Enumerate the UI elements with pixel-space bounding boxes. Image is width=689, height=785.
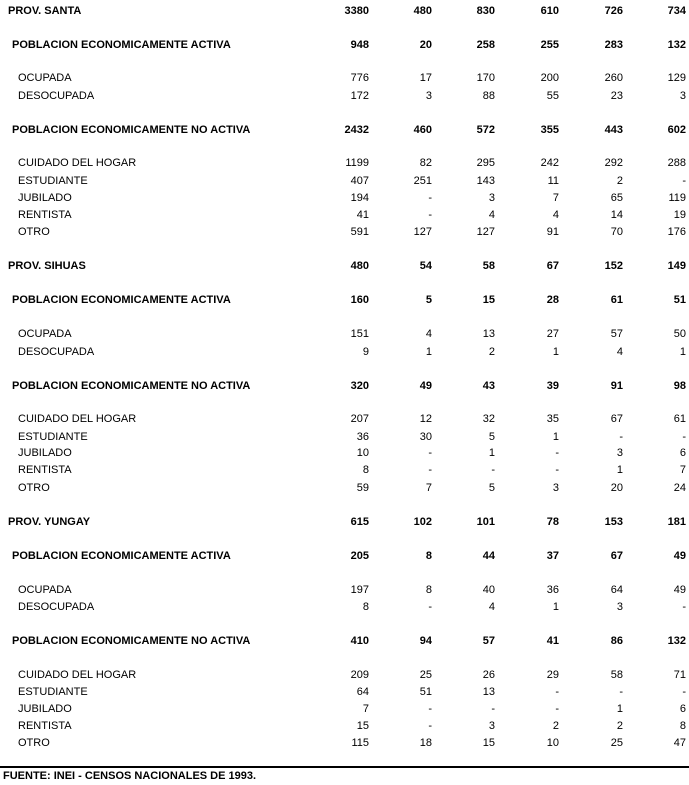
cell-value: 7 (552, 192, 559, 204)
row-label: PROV. SANTA (8, 5, 82, 17)
cell-value: 410 (350, 635, 369, 647)
table-row (0, 668, 689, 682)
cell-value: 129 (667, 72, 686, 84)
cell-value: 19 (673, 209, 686, 221)
row-label: PROV. YUNGAY (8, 516, 91, 528)
table-row (0, 225, 689, 239)
row-label: CUIDADO DEL HOGAR (18, 157, 137, 169)
row-label: PROV. SIHUAS (8, 260, 86, 272)
cell-value: 143 (476, 175, 495, 187)
cell-value: 292 (604, 157, 623, 169)
cell-value: 40 (482, 584, 495, 596)
cell-value: 59 (356, 482, 369, 494)
cell-value: 2 (488, 346, 495, 358)
row-label: OTRO (18, 226, 50, 238)
cell-value: 67 (546, 260, 559, 272)
cell-value: 830 (476, 5, 495, 17)
cell-value: 14 (610, 209, 623, 221)
cell-value: 17 (419, 72, 432, 84)
cell-value: 172 (350, 90, 369, 102)
cell-value: - (682, 431, 686, 443)
table-row (0, 156, 689, 170)
cell-value: 1 (679, 346, 686, 358)
cell-value: 283 (604, 39, 623, 51)
cell-value: 49 (419, 380, 432, 392)
cell-value: 29 (546, 669, 559, 681)
cell-value: 8 (679, 720, 686, 732)
cell-value: 194 (350, 192, 369, 204)
table-row (0, 430, 689, 444)
cell-value: 47 (673, 737, 686, 749)
cell-value: 65 (610, 192, 623, 204)
cell-value: 251 (413, 175, 432, 187)
cell-value: 176 (667, 226, 686, 238)
cell-value: 572 (476, 124, 495, 136)
cell-value: - (491, 703, 495, 715)
cell-value: 91 (546, 226, 559, 238)
cell-value: 1 (552, 601, 559, 613)
cell-value: 5 (488, 431, 495, 443)
cell-value: - (428, 447, 432, 459)
cell-value: 7 (362, 703, 369, 715)
table-row (0, 412, 689, 426)
cell-value: 13 (482, 686, 495, 698)
cell-value: 3 (552, 482, 559, 494)
cell-value: 57 (482, 635, 495, 647)
cell-value: 67 (610, 413, 623, 425)
cell-value: 260 (604, 72, 623, 84)
cell-value: 160 (350, 294, 369, 306)
cell-value: 5 (425, 294, 432, 306)
cell-value: 44 (482, 550, 495, 562)
footer-rule (0, 766, 689, 768)
cell-value: 61 (673, 413, 686, 425)
cell-value: 20 (419, 39, 432, 51)
cell-value: 50 (673, 328, 686, 340)
row-label: RENTISTA (18, 209, 72, 221)
province-row (0, 259, 689, 273)
cell-value: 200 (540, 72, 559, 84)
cell-value: 35 (546, 413, 559, 425)
cell-value: 2 (616, 720, 623, 732)
cell-value: 152 (604, 260, 623, 272)
row-label: DESOCUPADA (18, 90, 95, 102)
table-row (0, 89, 689, 103)
row-label: RENTISTA (18, 464, 72, 476)
cell-value: 101 (476, 516, 495, 528)
cell-value: 5 (488, 482, 495, 494)
cell-value: 115 (351, 737, 369, 749)
cell-value: 355 (540, 124, 559, 136)
cell-value: 57 (610, 328, 623, 340)
cell-value: 132 (667, 39, 686, 51)
cell-value: - (428, 464, 432, 476)
cell-value: 3 (616, 447, 623, 459)
row-label: OCUPADA (18, 584, 72, 596)
table-row (0, 71, 689, 85)
cell-value: 602 (667, 124, 686, 136)
cell-value: 27 (546, 328, 559, 340)
cell-value: 37 (546, 550, 559, 562)
cell-value: 948 (350, 39, 369, 51)
cell-value: - (619, 686, 623, 698)
row-label: JUBILADO (18, 447, 72, 459)
cell-value: - (555, 447, 559, 459)
table-row (0, 191, 689, 205)
row-label: OCUPADA (18, 72, 72, 84)
cell-value: 91 (610, 380, 623, 392)
cell-value: - (555, 703, 559, 715)
cell-value: 288 (667, 157, 686, 169)
cell-value: 55 (546, 90, 559, 102)
table-row (0, 327, 689, 341)
cell-value: 460 (413, 124, 432, 136)
category-row (0, 549, 689, 563)
cell-value: 54 (419, 260, 432, 272)
category-row (0, 379, 689, 393)
row-label: CUIDADO DEL HOGAR (18, 413, 137, 425)
cell-value: 78 (546, 516, 559, 528)
cell-value: 4 (425, 328, 432, 340)
cell-value: 2 (616, 175, 623, 187)
cell-value: 51 (673, 294, 686, 306)
cell-value: 15 (356, 720, 369, 732)
cell-value: 3 (488, 720, 495, 732)
cell-value: 49 (673, 550, 686, 562)
cell-value: 64 (610, 584, 623, 596)
cell-value: 407 (350, 175, 369, 187)
row-label: OTRO (18, 737, 50, 749)
cell-value: 24 (673, 482, 686, 494)
row-label: OTRO (18, 482, 50, 494)
cell-value: 64 (356, 686, 369, 698)
cell-value: - (682, 601, 686, 613)
cell-value: 15 (482, 737, 495, 749)
row-label: OCUPADA (18, 328, 72, 340)
row-label: POBLACION ECONOMICAMENTE NO ACTIVA (12, 635, 251, 647)
cell-value: 1 (616, 464, 623, 476)
row-label: POBLACION ECONOMICAMENTE ACTIVA (12, 550, 231, 562)
cell-value: 39 (546, 380, 559, 392)
cell-value: 258 (476, 39, 495, 51)
cell-value: 58 (482, 260, 495, 272)
cell-value: - (428, 720, 432, 732)
row-label: POBLACION ECONOMICAMENTE NO ACTIVA (12, 380, 251, 392)
cell-value: 15 (482, 294, 495, 306)
table-row (0, 685, 689, 699)
cell-value: 30 (419, 431, 432, 443)
cell-value: 734 (667, 5, 686, 17)
cell-value: 4 (616, 346, 623, 358)
table-row (0, 174, 689, 188)
cell-value: 25 (610, 737, 623, 749)
cell-value: 41 (356, 209, 369, 221)
cell-value: 12 (419, 413, 432, 425)
cell-value: - (555, 686, 559, 698)
cell-value: 49 (673, 584, 686, 596)
cell-value: 11 (547, 175, 559, 187)
row-label: JUBILADO (18, 192, 72, 204)
cell-value: 94 (419, 635, 432, 647)
category-row (0, 123, 689, 137)
cell-value: 1 (616, 703, 623, 715)
cell-value: 98 (673, 380, 686, 392)
row-label: DESOCUPADA (18, 601, 95, 613)
cell-value: 88 (482, 90, 495, 102)
cell-value: - (682, 686, 686, 698)
cell-value: 205 (350, 550, 369, 562)
cell-value: 32 (482, 413, 495, 425)
row-label: RENTISTA (18, 720, 72, 732)
cell-value: 51 (419, 686, 432, 698)
cell-value: 2 (552, 720, 559, 732)
cell-value: 41 (546, 635, 559, 647)
cell-value: 8 (425, 550, 432, 562)
cell-value: 3 (616, 601, 623, 613)
province-row (0, 4, 689, 18)
table-row (0, 736, 689, 750)
cell-value: - (682, 175, 686, 187)
cell-value: 170 (476, 72, 495, 84)
cell-value: 610 (540, 5, 559, 17)
cell-value: - (428, 192, 432, 204)
cell-value: 28 (546, 294, 559, 306)
cell-value: 10 (546, 737, 559, 749)
cell-value: 67 (610, 550, 623, 562)
cell-value: 480 (413, 5, 432, 17)
cell-value: 443 (604, 124, 623, 136)
cell-value: 71 (673, 669, 686, 681)
source-note: FUENTE: INEI - CENSOS NACIONALES DE 1993. (3, 770, 257, 782)
cell-value: 3 (425, 90, 432, 102)
table-row (0, 600, 689, 614)
cell-value: 7 (679, 464, 686, 476)
cell-value: 25 (419, 669, 432, 681)
table-row (0, 481, 689, 495)
cell-value: 3 (679, 90, 686, 102)
row-label: POBLACION ECONOMICAMENTE NO ACTIVA (12, 124, 251, 136)
table-row (0, 719, 689, 733)
cell-value: 1199 (345, 157, 369, 169)
category-row (0, 293, 689, 307)
table-row (0, 345, 689, 359)
cell-value: 18 (419, 737, 432, 749)
cell-value: 127 (476, 226, 495, 238)
cell-value: - (428, 601, 432, 613)
table-row (0, 583, 689, 597)
cell-value: 23 (610, 90, 623, 102)
cell-value: 480 (350, 260, 369, 272)
cell-value: 181 (667, 516, 686, 528)
cell-value: 61 (610, 294, 623, 306)
cell-value: 102 (413, 516, 432, 528)
cell-value: 149 (667, 260, 686, 272)
cell-value: 591 (350, 226, 369, 238)
row-label: ESTUDIANTE (18, 431, 88, 443)
category-row (0, 634, 689, 648)
cell-value: 20 (610, 482, 623, 494)
cell-value: 119 (668, 192, 686, 204)
table-row (0, 702, 689, 716)
cell-value: 132 (667, 635, 686, 647)
cell-value: 197 (350, 584, 369, 596)
cell-value: 8 (362, 601, 369, 613)
cell-value: 1 (425, 346, 432, 358)
category-row (0, 38, 689, 52)
cell-value: 615 (350, 516, 369, 528)
province-row (0, 515, 689, 529)
cell-value: - (491, 464, 495, 476)
row-label: DESOCUPADA (18, 346, 95, 358)
cell-value: - (555, 464, 559, 476)
cell-value: 70 (610, 226, 623, 238)
cell-value: 127 (413, 226, 432, 238)
cell-value: 8 (425, 584, 432, 596)
cell-value: 86 (610, 635, 623, 647)
row-label: JUBILADO (18, 703, 72, 715)
cell-value: 7 (425, 482, 432, 494)
cell-value: 4 (488, 209, 495, 221)
cell-value: 726 (604, 5, 623, 17)
row-label: ESTUDIANTE (18, 686, 88, 698)
row-label: POBLACION ECONOMICAMENTE ACTIVA (12, 294, 231, 306)
cell-value: 4 (488, 601, 495, 613)
cell-value: 209 (350, 669, 369, 681)
cell-value: 153 (604, 516, 623, 528)
cell-value: 58 (610, 669, 623, 681)
cell-value: 151 (350, 328, 369, 340)
cell-value: 36 (356, 431, 369, 443)
cell-value: 10 (356, 447, 369, 459)
table-row (0, 446, 689, 460)
cell-value: 776 (350, 72, 369, 84)
cell-value: - (428, 703, 432, 715)
cell-value: - (619, 431, 623, 443)
cell-value: 295 (476, 157, 495, 169)
cell-value: 3 (488, 192, 495, 204)
cell-value: 3380 (344, 5, 369, 17)
cell-value: 82 (419, 157, 432, 169)
cell-value: 320 (350, 380, 369, 392)
row-label: ESTUDIANTE (18, 175, 88, 187)
cell-value: 1 (552, 346, 559, 358)
cell-value: - (428, 209, 432, 221)
cell-value: 4 (552, 209, 559, 221)
cell-value: 2432 (344, 124, 369, 136)
cell-value: 26 (482, 669, 495, 681)
cell-value: 13 (482, 328, 495, 340)
cell-value: 1 (552, 431, 559, 443)
cell-value: 6 (679, 447, 686, 459)
row-label: POBLACION ECONOMICAMENTE ACTIVA (12, 39, 231, 51)
cell-value: 9 (362, 346, 369, 358)
table-row (0, 208, 689, 222)
table-row (0, 463, 689, 477)
cell-value: 255 (540, 39, 559, 51)
cell-value: 43 (482, 380, 495, 392)
cell-value: 242 (540, 157, 559, 169)
cell-value: 207 (350, 413, 369, 425)
cell-value: 8 (362, 464, 369, 476)
cell-value: 6 (679, 703, 686, 715)
cell-value: 1 (488, 447, 495, 459)
cell-value: 36 (546, 584, 559, 596)
row-label: CUIDADO DEL HOGAR (18, 669, 137, 681)
